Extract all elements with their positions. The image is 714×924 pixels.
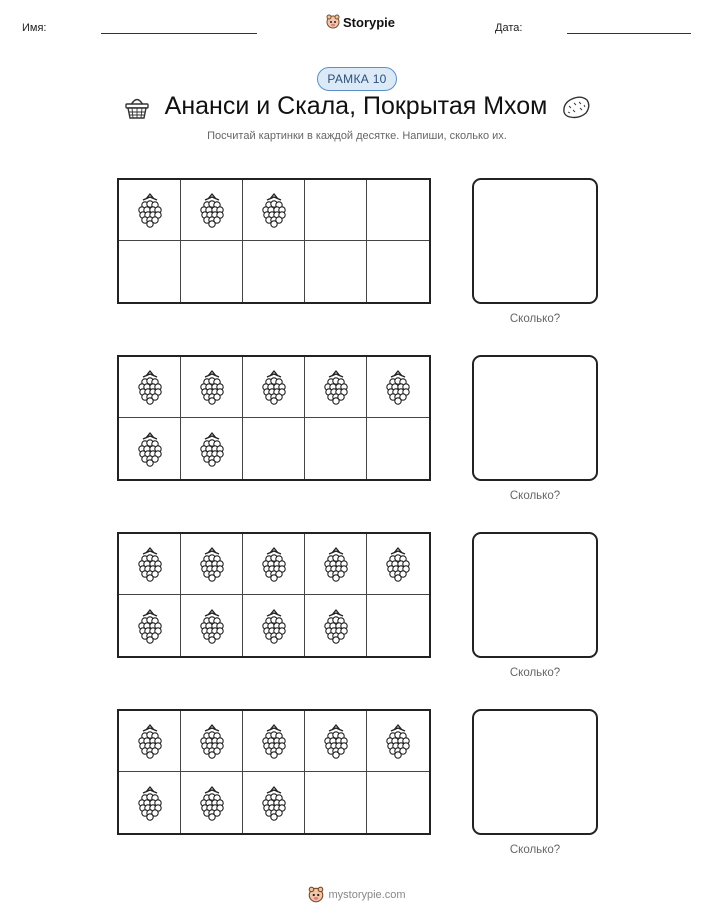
ten-frame xyxy=(117,355,431,481)
ten-frame-cell xyxy=(305,534,367,595)
ten-frame-cell xyxy=(181,180,243,241)
date-line xyxy=(567,33,691,34)
raspberry-icon xyxy=(381,368,415,406)
ten-frame-cell xyxy=(305,418,367,479)
raspberry-icon xyxy=(195,191,229,229)
ten-frame-cell xyxy=(367,418,429,479)
ten-frame-cell xyxy=(119,241,181,302)
mascot-icon xyxy=(326,14,340,30)
ten-frame-cell xyxy=(305,772,367,833)
ten-frame-cell xyxy=(119,772,181,833)
ten-frame-cell xyxy=(367,180,429,241)
ten-frame-cell xyxy=(119,418,181,479)
raspberry-icon xyxy=(257,722,291,760)
how-many-label: Сколько? xyxy=(509,667,561,679)
raspberry-icon xyxy=(257,607,291,645)
raspberry-icon xyxy=(133,430,167,468)
page-title: Ананси и Скала, Покрытая Мхом xyxy=(164,92,548,120)
raspberry-icon xyxy=(133,191,167,229)
ten-frame-cell xyxy=(243,534,305,595)
ten-frame-cell xyxy=(181,534,243,595)
raspberry-icon xyxy=(133,722,167,760)
answer-box[interactable] xyxy=(472,532,598,658)
ten-frame-cell xyxy=(119,534,181,595)
raspberry-icon xyxy=(319,607,353,645)
brand-name: Storypie xyxy=(343,14,396,30)
ten-frame xyxy=(117,532,431,658)
ten-frame-cell xyxy=(367,772,429,833)
footer-brand xyxy=(308,886,405,904)
ten-frame xyxy=(117,178,431,304)
answer-box[interactable] xyxy=(472,709,598,835)
raspberry-icon xyxy=(257,191,291,229)
how-many-label: Сколько? xyxy=(509,490,561,502)
raspberry-icon xyxy=(195,545,229,583)
ten-frame-cell xyxy=(367,711,429,772)
ten-frame-cell xyxy=(243,711,305,772)
ten-frame-cell xyxy=(367,357,429,418)
raspberry-icon xyxy=(133,607,167,645)
raspberry-icon xyxy=(195,722,229,760)
date-label: Дата: xyxy=(495,22,523,34)
ten-frame-cell xyxy=(243,772,305,833)
ten-frame-cell xyxy=(305,180,367,241)
basket-icon xyxy=(123,93,151,121)
raspberry-icon xyxy=(381,722,415,760)
answer-box[interactable] xyxy=(472,178,598,304)
raspberry-icon xyxy=(319,368,353,406)
raspberry-icon xyxy=(195,430,229,468)
frame-badge: РАМКА 10 xyxy=(317,67,396,91)
ten-frame-cell xyxy=(243,357,305,418)
ten-frame-cell xyxy=(181,711,243,772)
footer-url: mystorypie.com xyxy=(328,889,406,901)
moss-rock-icon xyxy=(561,94,591,120)
raspberry-icon xyxy=(257,368,291,406)
ten-frame-cell xyxy=(119,180,181,241)
brand-logo xyxy=(326,14,395,30)
ten-frame-cell xyxy=(305,241,367,302)
ten-frame-cell xyxy=(119,357,181,418)
ten-frame-cell xyxy=(367,534,429,595)
raspberry-icon xyxy=(195,607,229,645)
mascot-icon xyxy=(308,886,324,904)
ten-frame-cell xyxy=(119,595,181,656)
ten-frame xyxy=(117,709,431,835)
how-many-label: Сколько? xyxy=(509,313,561,325)
ten-frame-cell xyxy=(305,711,367,772)
raspberry-icon xyxy=(257,545,291,583)
ten-frame-cell xyxy=(181,418,243,479)
ten-frame-cell xyxy=(181,595,243,656)
raspberry-icon xyxy=(133,784,167,822)
name-label: Имя: xyxy=(22,22,47,34)
ten-frame-cell xyxy=(181,357,243,418)
raspberry-icon xyxy=(195,784,229,822)
ten-frame-cell xyxy=(367,595,429,656)
ten-frame-cell xyxy=(243,180,305,241)
ten-frame-cell xyxy=(119,711,181,772)
answer-box[interactable] xyxy=(472,355,598,481)
ten-frame-cell xyxy=(243,241,305,302)
title-row xyxy=(0,92,714,121)
how-many-label: Сколько? xyxy=(509,844,561,856)
raspberry-icon xyxy=(195,368,229,406)
ten-frame-cell xyxy=(181,772,243,833)
raspberry-icon xyxy=(319,722,353,760)
ten-frame-cell xyxy=(181,241,243,302)
raspberry-icon xyxy=(257,784,291,822)
ten-frame-cell xyxy=(243,595,305,656)
raspberry-icon xyxy=(319,545,353,583)
raspberry-icon xyxy=(381,545,415,583)
ten-frame-cell xyxy=(243,418,305,479)
ten-frame-cell xyxy=(305,595,367,656)
ten-frame-cell xyxy=(367,241,429,302)
raspberry-icon xyxy=(133,545,167,583)
name-line xyxy=(101,33,257,34)
ten-frame-cell xyxy=(305,357,367,418)
instructions: Посчитай картинки в каждой десятке. Напиши, сколько их. xyxy=(207,130,507,142)
raspberry-icon xyxy=(133,368,167,406)
